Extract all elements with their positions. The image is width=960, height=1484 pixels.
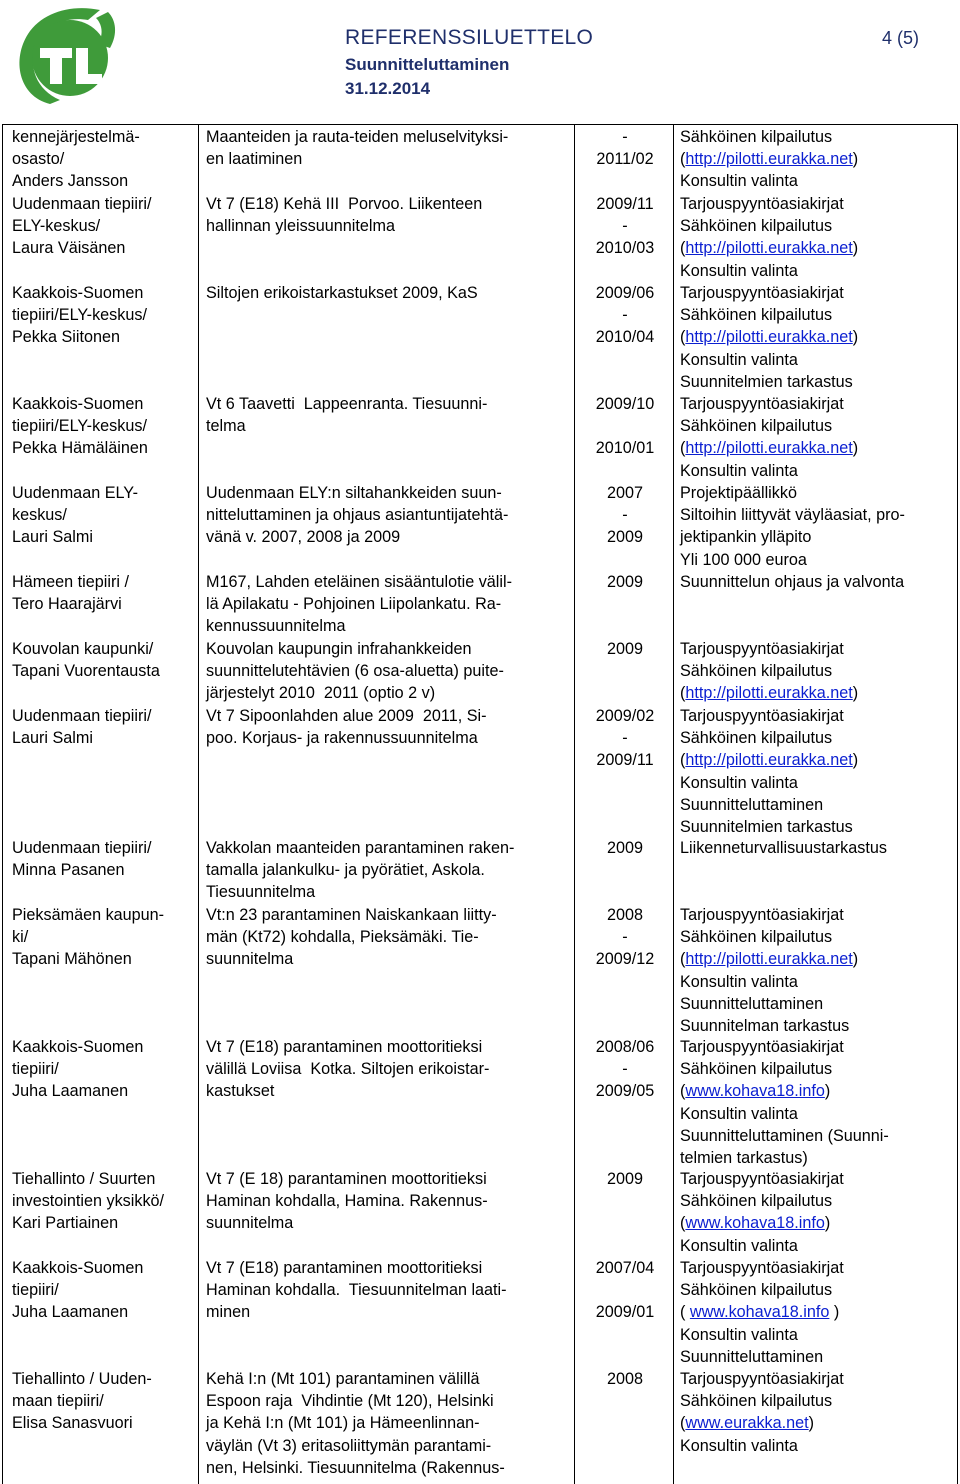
project-cell: Kouvolan kaupungin infrahankkeiden suunnittelutehtävien (6 osa-aluetta) puite- järjestelyt 2010 2011 (optio 2 v) [206,640,504,703]
services-cell [680,282,958,393]
column-divider [198,124,199,1484]
paren: ) [824,1214,831,1233]
paren: ) [808,1414,815,1433]
period-cell: 2007/04 2009/01 [595,1259,655,1322]
service-line [680,682,958,704]
project-cell: Maanteiden ja rauta-teiden meluselvityksi- en laatiminen [206,128,509,169]
period-cell: 2009 [606,640,643,658]
service-line: Sähköinen kilpailutus [680,1060,833,1079]
client-cell: Kaakkois-Suomen tiepiiri/ Juha Laamanen [12,1259,144,1322]
service-line: Konsultin valinta [680,350,798,369]
service-line [680,1080,958,1102]
project-cell: Vt 7 (E18) Kehä III Porvoo. Liikenteen hallinnan yleissuunnitelma [206,195,483,236]
service-line [680,148,958,170]
service-line: Konsultin valinta [680,172,798,191]
project-cell: Kehä I:n (Mt 101) parantaminen välillä Espoon raja Vihdintie (Mt 120), Helsinki ja Kehä I:n (Mt 101) ja Hämeenlinnan- väylän (Vt 3) eritasoliittymän parantami- nen, Helsinki. Tiesuunnitelma (Rakennus- [206,1370,505,1477]
period-cell: 2009/02 - 2009/11 [595,707,655,770]
service-line: Yli 100 000 euroa [680,550,807,569]
period-cell: 2009 [606,1170,643,1188]
service-line: Konsultin valinta [680,972,798,991]
paren: ) [852,328,859,347]
service-line: Sähköinen kilpailutus [680,128,833,146]
services-cell [680,393,958,482]
project-cell: Vt 7 (E18) parantaminen moottoritieksi Haminan kohdalla. Tiesuunnitelman laati- minen [206,1259,507,1322]
period-cell: 2008/06 - 2009/05 [595,1038,655,1101]
eurakka-link[interactable]: http://pilotti.eurakka.net [685,439,853,458]
services-cell [680,193,958,282]
service-line: Liikenneturvallisuustarkastus [680,839,887,857]
eurakka-link[interactable]: http://pilotti.eurakka.net [685,684,853,703]
client-cell: Uudenmaan tiepiiri/ Lauri Salmi [12,707,152,748]
client-cell: Kaakkois-Suomen tiepiiri/ Juha Laamanen [12,1038,144,1101]
service-line: Konsultin valinta [680,773,798,792]
tl-logo [10,4,118,108]
service-line: Tarjouspyyntöasiakirjat [680,1259,844,1277]
eurakka-link[interactable]: http://pilotti.eurakka.net [685,328,853,347]
eurakka-link[interactable]: www.kohava18.info [685,1082,825,1101]
client-cell: Hämeen tiepiiri / Tero Haarajärvi [12,573,129,614]
paren: ) [852,751,859,770]
service-line: Sähköinen kilpailutus [680,417,833,436]
paren: ( [680,684,686,703]
period-cell: 2008 [606,1370,643,1388]
paren: ( [680,239,686,258]
paren: ) [852,439,859,458]
eurakka-link[interactable]: www.eurakka.net [685,1414,809,1433]
service-line: jektipankin ylläpito [680,528,812,547]
eurakka-link[interactable]: http://pilotti.eurakka.net [685,239,853,258]
eurakka-link[interactable]: http://pilotti.eurakka.net [685,150,853,169]
project-cell: Vt 7 (E 18) parantaminen moottoritieksi Haminan kohdalla, Hamina. Rakennus- suunnitelma [206,1170,488,1233]
paren: ( [680,950,686,969]
paren: ( [680,751,686,770]
period-cell: 2009 [606,839,643,857]
paren: ( [680,150,686,169]
eurakka-link[interactable]: http://pilotti.eurakka.net [685,751,853,770]
paren: ( [680,1303,690,1322]
client-cell: Kouvolan kaupunki/ Tapani Vuorentausta [12,640,160,681]
service-line [680,749,958,771]
services-cell [680,571,958,593]
services-cell [680,1257,958,1368]
services-cell [680,638,958,705]
services-cell [680,705,958,838]
project-cell: Vakkolan maanteiden parantaminen raken- tamalla jalankulku- ja pyörätiet, Askola. Tiesuunnitelma [206,839,515,902]
paren: ( [680,439,686,458]
service-line: Tarjouspyyntöasiakirjat [680,707,844,725]
services-cell [680,126,958,193]
service-line: Sähköinen kilpailutus [680,1392,833,1411]
service-line [680,1301,958,1323]
service-line: Tarjouspyyntöasiakirjat [680,1038,844,1056]
eurakka-link[interactable]: www.kohava18.info [685,1214,825,1233]
service-line: Konsultin valinta [680,1104,798,1123]
document-title: REFERENSSILUETTELO [345,26,594,49]
project-cell: Uudenmaan ELY:n siltahankkeiden suun- nitteluttaminen ja ohjaus asiantuntijatehtä- vänä v. 2007, 2008 ja 2009 [206,484,509,547]
service-line: Konsultin valinta [680,1236,798,1255]
service-line: Projektipäällikkö [680,484,797,502]
service-line: Konsultin valinta [680,261,798,280]
eurakka-link[interactable]: http://pilotti.eurakka.net [685,950,853,969]
paren: ) [829,1303,840,1322]
paren: ) [852,239,859,258]
period-cell: - 2011/02 [596,128,654,169]
project-cell: M167, Lahden eteläinen sisääntulotie välil- lä Apilakatu - Pohjoinen Liipolankatu. Ra- kennussuunnitelma [206,573,512,636]
service-line: Sähköinen kilpailutus [680,662,833,681]
services-cell [680,1168,958,1257]
service-line [680,237,958,259]
project-cell: Vt 7 (E18) parantaminen moottoritieksi välillä Loviisa Kotka. Siltojen erikoistar- kastukset [206,1038,490,1101]
service-line: Sähköinen kilpailutus [680,928,833,947]
service-line [680,1212,958,1234]
period-cell: 2008 - 2009/12 [595,906,655,969]
service-line: Suunnittelun ohjaus ja valvonta [680,573,905,591]
service-line: Siltoihin liittyvät väyläasiat, pro- [680,506,905,525]
paren: ) [852,950,859,969]
service-line: Suunnitteluttaminen (Suunni- [680,1126,889,1145]
service-line: Suunnitelman tarkastus [680,1017,850,1036]
paren: ( [680,1082,686,1101]
client-cell: Uudenmaan ELY- keskus/ Lauri Salmi [12,484,138,547]
eurakka-link[interactable]: www.kohava18.info [689,1303,830,1322]
client-cell: Tiehallinto / Suurten investointien yksikkö/ Kari Partiainen [12,1170,165,1233]
service-line [680,948,958,970]
services-cell [680,904,958,1037]
service-line: Suunnitteluttaminen [680,1347,824,1366]
service-line [680,1412,958,1434]
period-cell: 2009/10 2010/01 [595,395,655,458]
service-line: telmien tarkastus) [680,1149,808,1168]
client-cell: Pieksämäen kaupun- ki/ Tapani Mähönen [12,906,165,969]
service-line: Suunnitteluttaminen [680,795,824,814]
services-cell [680,837,958,859]
service-line: Sähköinen kilpailutus [680,729,833,748]
client-cell: Kaakkois-Suomen tiepiiri/ELY-keskus/ Pekka Hämäläinen [12,395,148,458]
service-line: Sähköinen kilpailutus [680,217,833,236]
client-cell: Uudenmaan tiepiiri/ Minna Pasanen [12,839,152,880]
column-divider [673,124,674,1484]
client-cell: Tiehallinto / Uuden- maan tiepiiri/ Elisa Sanasvuori [12,1370,152,1433]
service-line: Tarjouspyyntöasiakirjat [680,284,844,302]
period-cell: 2009/11 - 2010/03 [595,195,655,258]
service-line: Konsultin valinta [680,461,798,480]
service-line: Tarjouspyyntöasiakirjat [680,1170,844,1188]
client-cell: Kaakkois-Suomen tiepiiri/ELY-keskus/ Pekka Siitonen [12,284,147,347]
service-line: Tarjouspyyntöasiakirjat [680,906,844,924]
project-cell: Vt 6 Taavetti Lappeenranta. Tiesuunni- telma [206,395,488,436]
paren: ( [680,1214,686,1233]
service-line [680,437,958,459]
service-line: Tarjouspyyntöasiakirjat [680,395,844,413]
paren: ) [824,1082,831,1101]
document-date: 31.12.2014 [345,79,431,98]
document-subtitle: Suunnitteluttaminen [345,55,510,74]
service-line [680,326,958,348]
service-line: Sähköinen kilpailutus [680,1192,833,1211]
project-cell: Vt 7 Sipoonlahden alue 2009 2011, Si- poo. Korjaus- ja rakennussuunnitelma [206,707,487,748]
period-cell: 2009 [606,573,643,591]
paren: ) [852,150,859,169]
service-line: Suunnitteluttaminen [680,994,824,1013]
service-line: Tarjouspyyntöasiakirjat [680,640,844,658]
service-line: Suunnitelmien tarkastus [680,818,853,837]
period-cell: 2007 - 2009 [606,484,643,547]
service-line: Konsultin valinta [680,1325,798,1344]
client-cell: kennejärjestelmä- osasto/ Anders Jansson [12,128,140,191]
services-cell [680,1368,958,1457]
project-cell: Siltojen erikoistarkastukset 2009, KaS [206,284,478,302]
paren: ( [680,1414,686,1433]
client-cell: Uudenmaan tiepiiri/ ELY-keskus/ Laura Väisänen [12,195,152,258]
service-line: Suunnitelmien tarkastus [680,372,853,391]
service-line: Tarjouspyyntöasiakirjat [680,1370,844,1388]
service-line: Konsultin valinta [680,1436,798,1455]
project-cell: Vt:n 23 parantaminen Naiskankaan liitty- män (Kt72) kohdalla, Pieksämäki. Tie- suunnitelma [206,906,497,969]
page-number: 4 (5) [882,28,920,48]
paren: ) [852,684,859,703]
service-line: Tarjouspyyntöasiakirjat [680,195,844,213]
column-divider [574,124,575,1484]
period-cell: 2009/06 - 2010/04 [595,284,655,347]
services-cell [680,1036,958,1169]
service-line: Sähköinen kilpailutus [680,306,833,325]
services-cell [680,482,958,571]
paren: ( [680,328,686,347]
service-line: Sähköinen kilpailutus [680,1281,833,1300]
